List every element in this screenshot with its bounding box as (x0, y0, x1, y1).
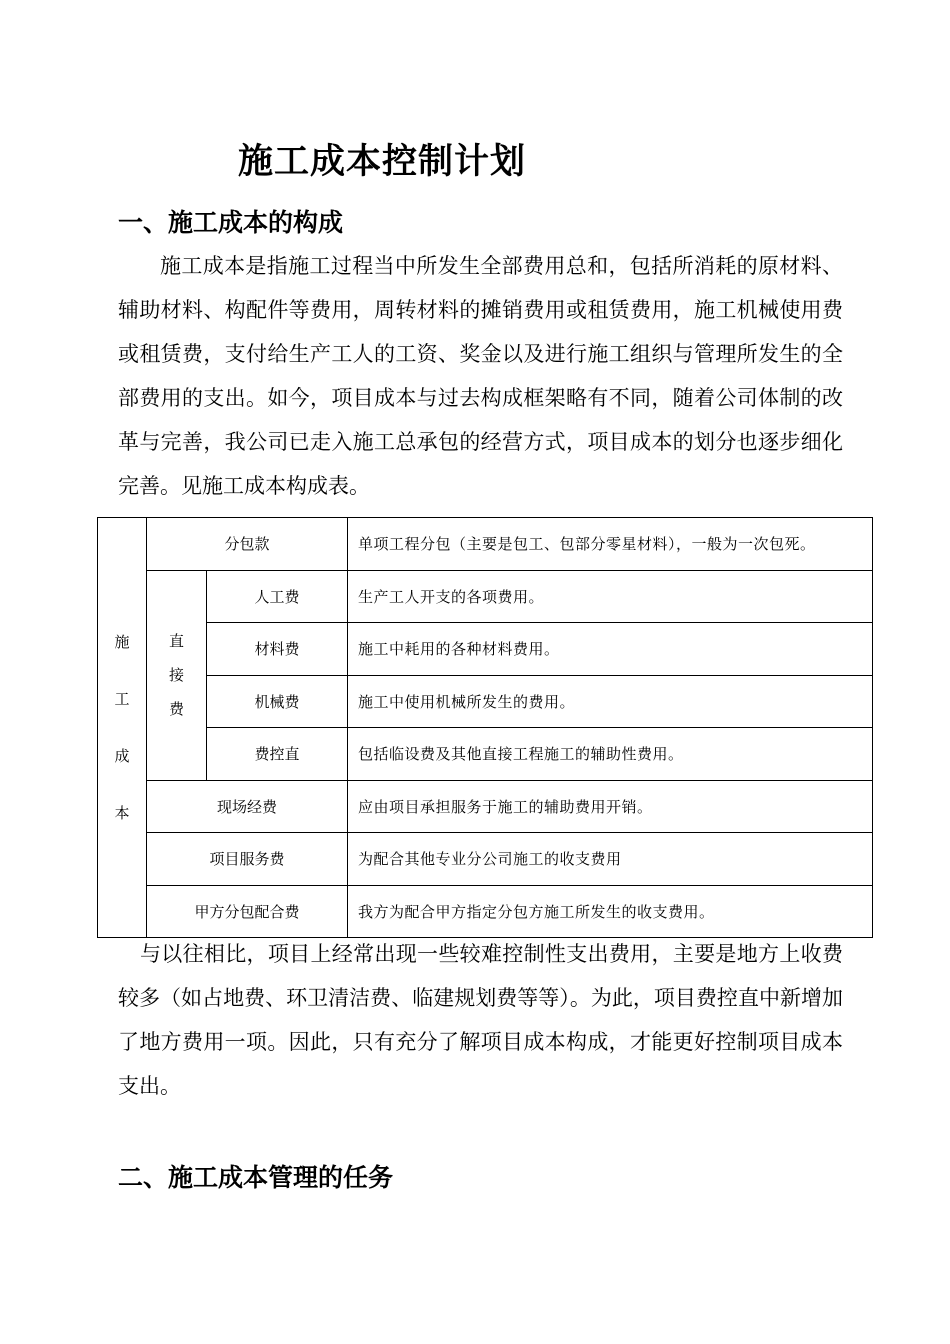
cost-item-desc: 应由项目承担服务于施工的辅助费用开销。 (348, 780, 873, 833)
group-label-char: 施 (114, 632, 130, 651)
cost-composition-table (97, 517, 873, 938)
table-row (98, 570, 873, 623)
direct-label-char: 费 (168, 700, 184, 718)
cost-item-name: 甲方分包配合费 (147, 885, 348, 938)
page-title: 施工成本控制计划 (238, 141, 527, 182)
cost-item-name: 费控直 (207, 728, 348, 781)
cost-item-name: 人工费 (207, 570, 348, 623)
section-heading-composition: 一、施工成本的构成 (118, 208, 344, 237)
cost-item-name: 机械费 (207, 675, 348, 728)
cost-item-desc: 包括临设费及其他直接工程施工的辅助性费用。 (348, 728, 873, 781)
cost-item-desc: 单项工程分包（主要是包工、包部分零星材料），一般为一次包死。 (348, 518, 873, 571)
section-heading-tasks: 二、施工成本管理的任务 (118, 1163, 394, 1192)
cost-item-desc: 我方为配合甲方指定分包方施工所发生的收支费用。 (348, 885, 873, 938)
follow-paragraph: 与以往相比，项目上经常出现一些较难控制性支出费用，主要是地方上收费较多（如占地费、环卫清洁费、临建规划费等等）。为此，项目费控直中新增加了地方费用一项。因此，只有充分了解项目成本构成，才能更好控制项目成本支出。 (118, 942, 843, 1098)
table-row (98, 623, 873, 676)
group-label-char: 本 (114, 803, 130, 822)
group-label-char: 工 (114, 689, 130, 708)
cost-item-name: 项目服务费 (147, 833, 348, 886)
group-label-cell (98, 518, 147, 938)
intro-paragraph: 施工成本是指施工过程当中所发生全部费用总和，包括所消耗的原材料、辅助材料、构配件等费用，周转材料的摊销费用或租赁费用，施工机械使用费或租赁费，支付给生产工人的工资、奖金以及进行施工组织与管理所发生的全部费用的支出。如今，项目成本与过去构成框架略有不同，随着公司体制的改革与完善，我公司已走入施工总承包的经营方式，项目成本的划分也逐步细化完善。见施工成本构成表。 (118, 254, 843, 498)
cost-item-name: 分包款 (147, 518, 348, 571)
table-row (98, 728, 873, 781)
table-row (98, 675, 873, 728)
direct-label-char: 直 (168, 632, 184, 650)
table-row (98, 833, 873, 886)
table-row (98, 518, 873, 571)
cost-item-desc: 为配合其他专业分公司施工的收支费用 (348, 833, 873, 886)
table-row (98, 780, 873, 833)
direct-label-char: 接 (168, 666, 184, 684)
cost-item-desc: 施工中耗用的各种材料费用。 (348, 623, 873, 676)
cost-item-name: 现场经费 (147, 780, 348, 833)
cost-item-desc: 生产工人开支的各项费用。 (348, 570, 873, 623)
cost-item-name: 材料费 (207, 623, 348, 676)
cost-item-desc: 施工中使用机械所发生的费用。 (348, 675, 873, 728)
direct-cost-label-cell (147, 570, 207, 780)
table-row (98, 885, 873, 938)
group-label-char: 成 (114, 746, 130, 765)
